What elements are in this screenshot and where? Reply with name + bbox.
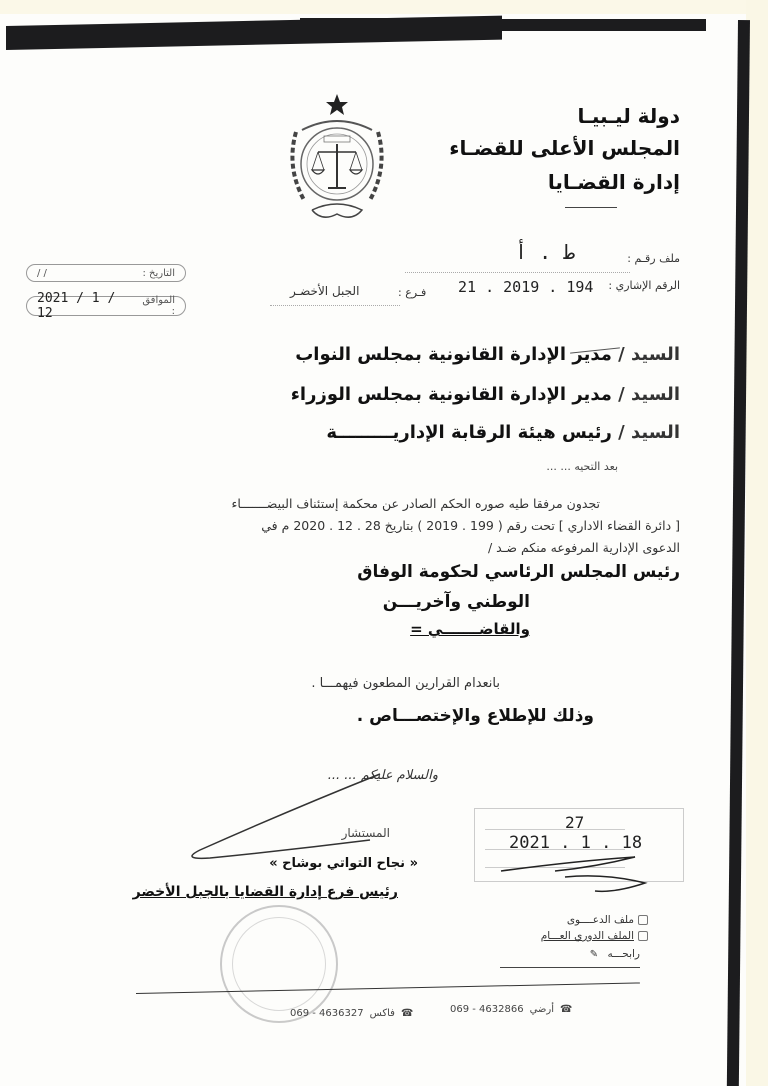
- pen-icon: ✎: [589, 949, 599, 960]
- receipt-date: 2021 . 1 . 18: [509, 833, 643, 853]
- circular-seal-stamp: [220, 905, 338, 1023]
- addressee-title: السيد /: [618, 384, 680, 405]
- addressee-name: مدير الإدارة القانونية بمجلس الوزراء: [290, 384, 612, 405]
- body-line-1: تجدون مرفقا طيه صوره الحكم الصادر عن محكمة إستئناف البيضـــــــاء: [231, 496, 600, 511]
- signatory-title: المستشار: [341, 826, 390, 840]
- scan-edge-right: [746, 0, 768, 1086]
- date-value: / /: [37, 267, 47, 279]
- footer-fax: [290, 1008, 413, 1019]
- addressee-2: [291, 384, 680, 405]
- receipt-stamp: [474, 808, 684, 882]
- body-line-2: [ دائرة القضاء الاداري ] تحت رقم ( 199 . 2019 ) بتاريخ 28 . 12 . 2020 م في: [261, 518, 680, 533]
- phone-value: 069 - 4632866: [450, 1004, 524, 1015]
- checkbox-icon: [638, 915, 648, 925]
- phone-icon: ☎: [560, 1004, 573, 1015]
- scan-border-top: [490, 19, 706, 31]
- signatory-position: رئيس فرع إدارة القضايا بالجبل الأخضر: [132, 884, 398, 900]
- state-name: دولة ليـبيـا: [577, 104, 680, 128]
- scan-edge-top: [0, 0, 768, 14]
- file-number-value: ط . أ: [515, 240, 576, 264]
- footer-phone: [450, 1004, 573, 1015]
- reference-number-value: 21 . 2019 . 194: [458, 278, 594, 296]
- addressee-title: السيد /: [618, 344, 680, 365]
- date-box: [26, 264, 186, 282]
- branch-dotted-line: [270, 305, 400, 306]
- footer-divider: [136, 982, 640, 994]
- file-number-dotted-line: [405, 272, 630, 273]
- fax-label: فاكس: [369, 1008, 395, 1019]
- corresponding-date-value: 2021 / 1 / 12: [37, 291, 116, 321]
- receipt-signature-icon: [495, 853, 655, 893]
- corresponding-date-box: [26, 291, 186, 321]
- header-underline: [565, 207, 617, 208]
- body-line-4: الوطني وآخريـــن: [382, 592, 530, 612]
- receipt-number: 27: [565, 813, 585, 832]
- copy-item-2: الملف الدوري العـــام: [541, 930, 648, 942]
- scales-of-justice-emblem-icon: [282, 92, 392, 232]
- copy-item-3: رابحـــه ✎: [589, 948, 640, 960]
- greeting: بعد التحيه ... ...: [546, 460, 618, 473]
- file-number-label: ملف رقـم :: [627, 252, 680, 265]
- branch-value: الجبل الأخضـر: [290, 284, 360, 298]
- signatory-name: « نجاح التواتي بوشاح »: [269, 856, 418, 871]
- fax-icon: ☎: [400, 1008, 414, 1019]
- copy-item-1: ملف الدعــــوى: [567, 914, 648, 926]
- corresponding-date-label: الموافق :: [142, 295, 175, 317]
- body-line-5: والقاضـــــــي =: [410, 620, 530, 638]
- date-label: التاريخ :: [142, 267, 175, 279]
- copies-underline: [500, 967, 640, 968]
- council-name: المجلس الأعلى للقضـاء: [449, 136, 680, 160]
- closing-calligraphy: والسلام عليكم ... ...: [327, 768, 438, 783]
- addressee-name: رئيس هيئة الرقابة الإداريـــــــــة: [326, 422, 612, 443]
- addressee-1: [295, 344, 680, 365]
- body-line-7: وذلك للإطلاع والإختصـــاص .: [356, 706, 594, 726]
- body-line-3: الدعوى الإدارية المرفوعه منكم ضـد /: [487, 540, 680, 555]
- branch-label: فـرع :: [398, 286, 427, 299]
- reference-number-label: الرقم الإشاري :: [608, 279, 680, 292]
- signature-scribble-icon: [170, 770, 390, 860]
- addressee-title: السيد /: [618, 422, 680, 443]
- fax-value: 069 - 4636327: [290, 1008, 364, 1019]
- department-name: إدارة القضـايا: [547, 170, 680, 194]
- addressee-3: [326, 422, 680, 443]
- checkbox-icon: [638, 931, 648, 941]
- body-line-6: بانعدام القرارين المطعون فيهمـــا .: [311, 676, 500, 691]
- scan-border-top: [300, 18, 500, 36]
- addressee-name: مدير الإدارة القانونية بمجلس النواب: [295, 344, 612, 365]
- phone-label: أرضي: [529, 1004, 555, 1015]
- body-line-3-bold: رئيس المجلس الرئاسي لحكومة الوفاق: [357, 562, 680, 582]
